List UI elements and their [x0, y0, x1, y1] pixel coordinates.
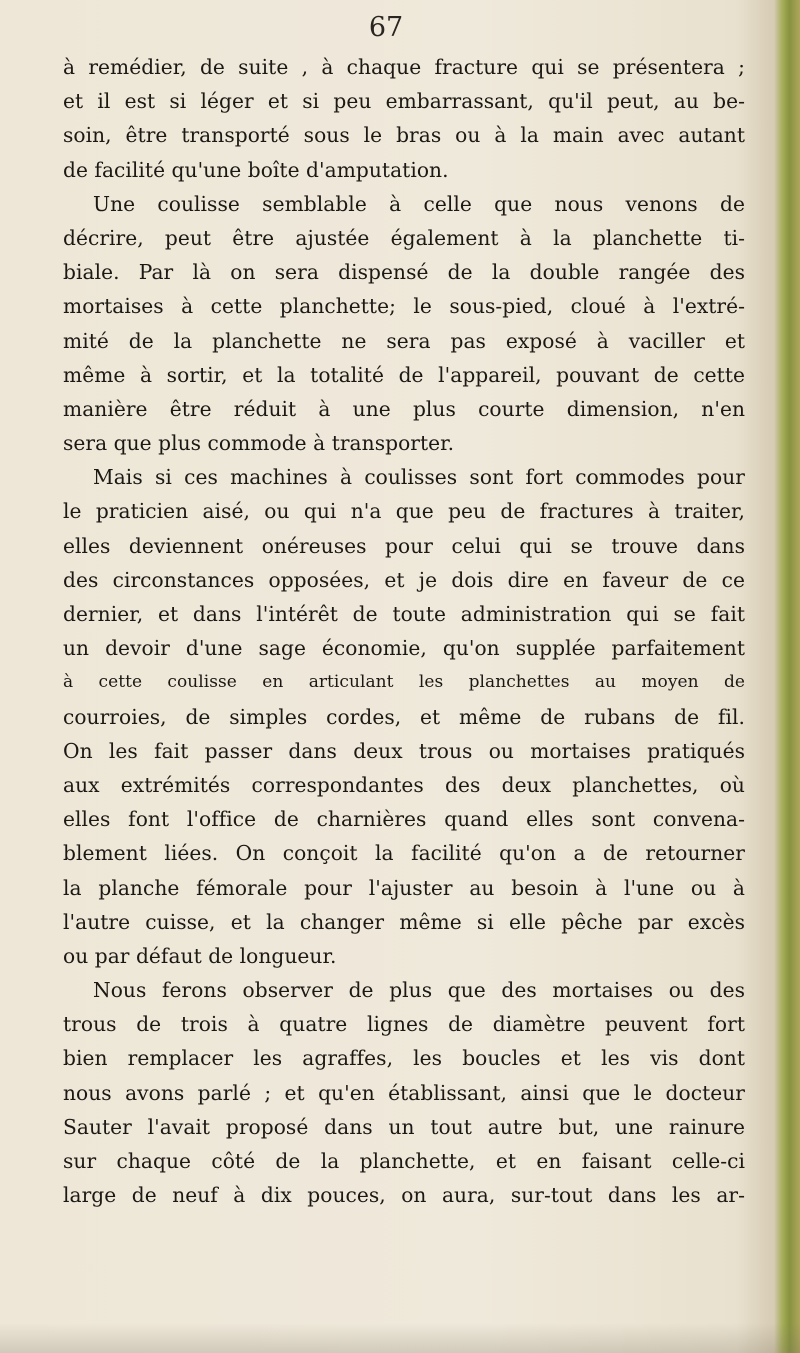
- text-line: la planche fémorale pour l'ajuster au besoin à l'une ou à: [63, 875, 745, 900]
- page-bottom-shadow: [0, 1323, 800, 1353]
- text-line: large de neuf à dix pouces, on aura, sur-tout dans les ar-: [63, 1183, 745, 1208]
- text-line: et il est si léger et si peu embarrassant, qu'il peut, au be-: [63, 89, 745, 114]
- text-line: le praticien aisé, ou qui n'a que peu de fractures à traiter,: [63, 499, 745, 524]
- text-line: sur chaque côté de la planchette, et en faisant celle-ci: [63, 1149, 745, 1173]
- text-line: elles deviennent onéreuses pour celui qui se trouve dans: [63, 533, 745, 558]
- text-line: Nous ferons observer de plus que des mortaises ou des: [93, 978, 745, 1003]
- text-line: biale. Par là on sera dispensé de la double rangée des: [63, 260, 745, 285]
- text-line: nous avons parlé ; et qu'en établissant, ainsi que le docteur: [63, 1080, 745, 1105]
- text-line: l'autre cuisse, et la changer même si elle pêche par excès: [63, 909, 745, 934]
- text-line: mité de la planchette ne sera pas exposé à vaciller et: [63, 328, 745, 353]
- text-line: trous de trois à quatre lignes de diamètre peuvent fort: [63, 1012, 745, 1037]
- text-line: Sauter l'avait proposé dans un tout autre but, une rainure: [63, 1114, 745, 1139]
- text-line: à cette coulisse en articulant les planchettes au moyen de: [63, 672, 745, 693]
- text-line: un devoir d'une sage économie, qu'on supplée parfaitement: [63, 636, 745, 661]
- page-binding-edge: [774, 0, 800, 1353]
- text-line: mortaises à cette planchette; le sous-pied, cloué à l'extré-: [63, 294, 745, 319]
- text-line: ou par défaut de longueur.: [63, 943, 337, 968]
- text-line: blement liées. On conçoit la facilité qu'on a de retourner: [63, 841, 745, 866]
- text-line: soin, être transporté sous le bras ou à la main avec autant: [63, 123, 745, 148]
- text-line: dernier, et dans l'intérêt de toute administration qui se fait: [63, 602, 745, 626]
- page-number: 67: [368, 12, 404, 43]
- text-line: Mais si ces machines à coulisses sont fort commodes pour: [93, 465, 745, 490]
- text-line: aux extrémités correspondantes des deux planchettes, où: [63, 772, 745, 797]
- text-line: même à sortir, et la totalité de l'appareil, pouvant de cette: [63, 362, 745, 387]
- text-line: manière être réduit à une plus courte dimension, n'en: [63, 396, 745, 421]
- text-line: courroies, de simples cordes, et même de rubans de fil.: [63, 704, 745, 729]
- text-line: Une coulisse semblable à celle que nous venons de: [93, 191, 745, 216]
- text-line: de facilité qu'une boîte d'amputation.: [63, 157, 449, 182]
- text-line: des circonstances opposées, et je dois dire en faveur de ce: [63, 567, 745, 592]
- text-line: à remédier, de suite , à chaque fracture qui se présentera ;: [63, 55, 745, 79]
- text-line: décrire, peut être ajustée également à la planchette ti-: [63, 225, 745, 250]
- text-line: On les fait passer dans deux trous ou mortaises pratiqués: [63, 738, 745, 763]
- text-line: bien remplacer les agraffes, les boucles et les vis dont: [63, 1046, 745, 1071]
- text-line: sera que plus commode à transporter.: [63, 431, 455, 456]
- text-line: elles font l'office de charnières quand elles sont convena-: [63, 807, 745, 832]
- body-text: [63, 50, 745, 1212]
